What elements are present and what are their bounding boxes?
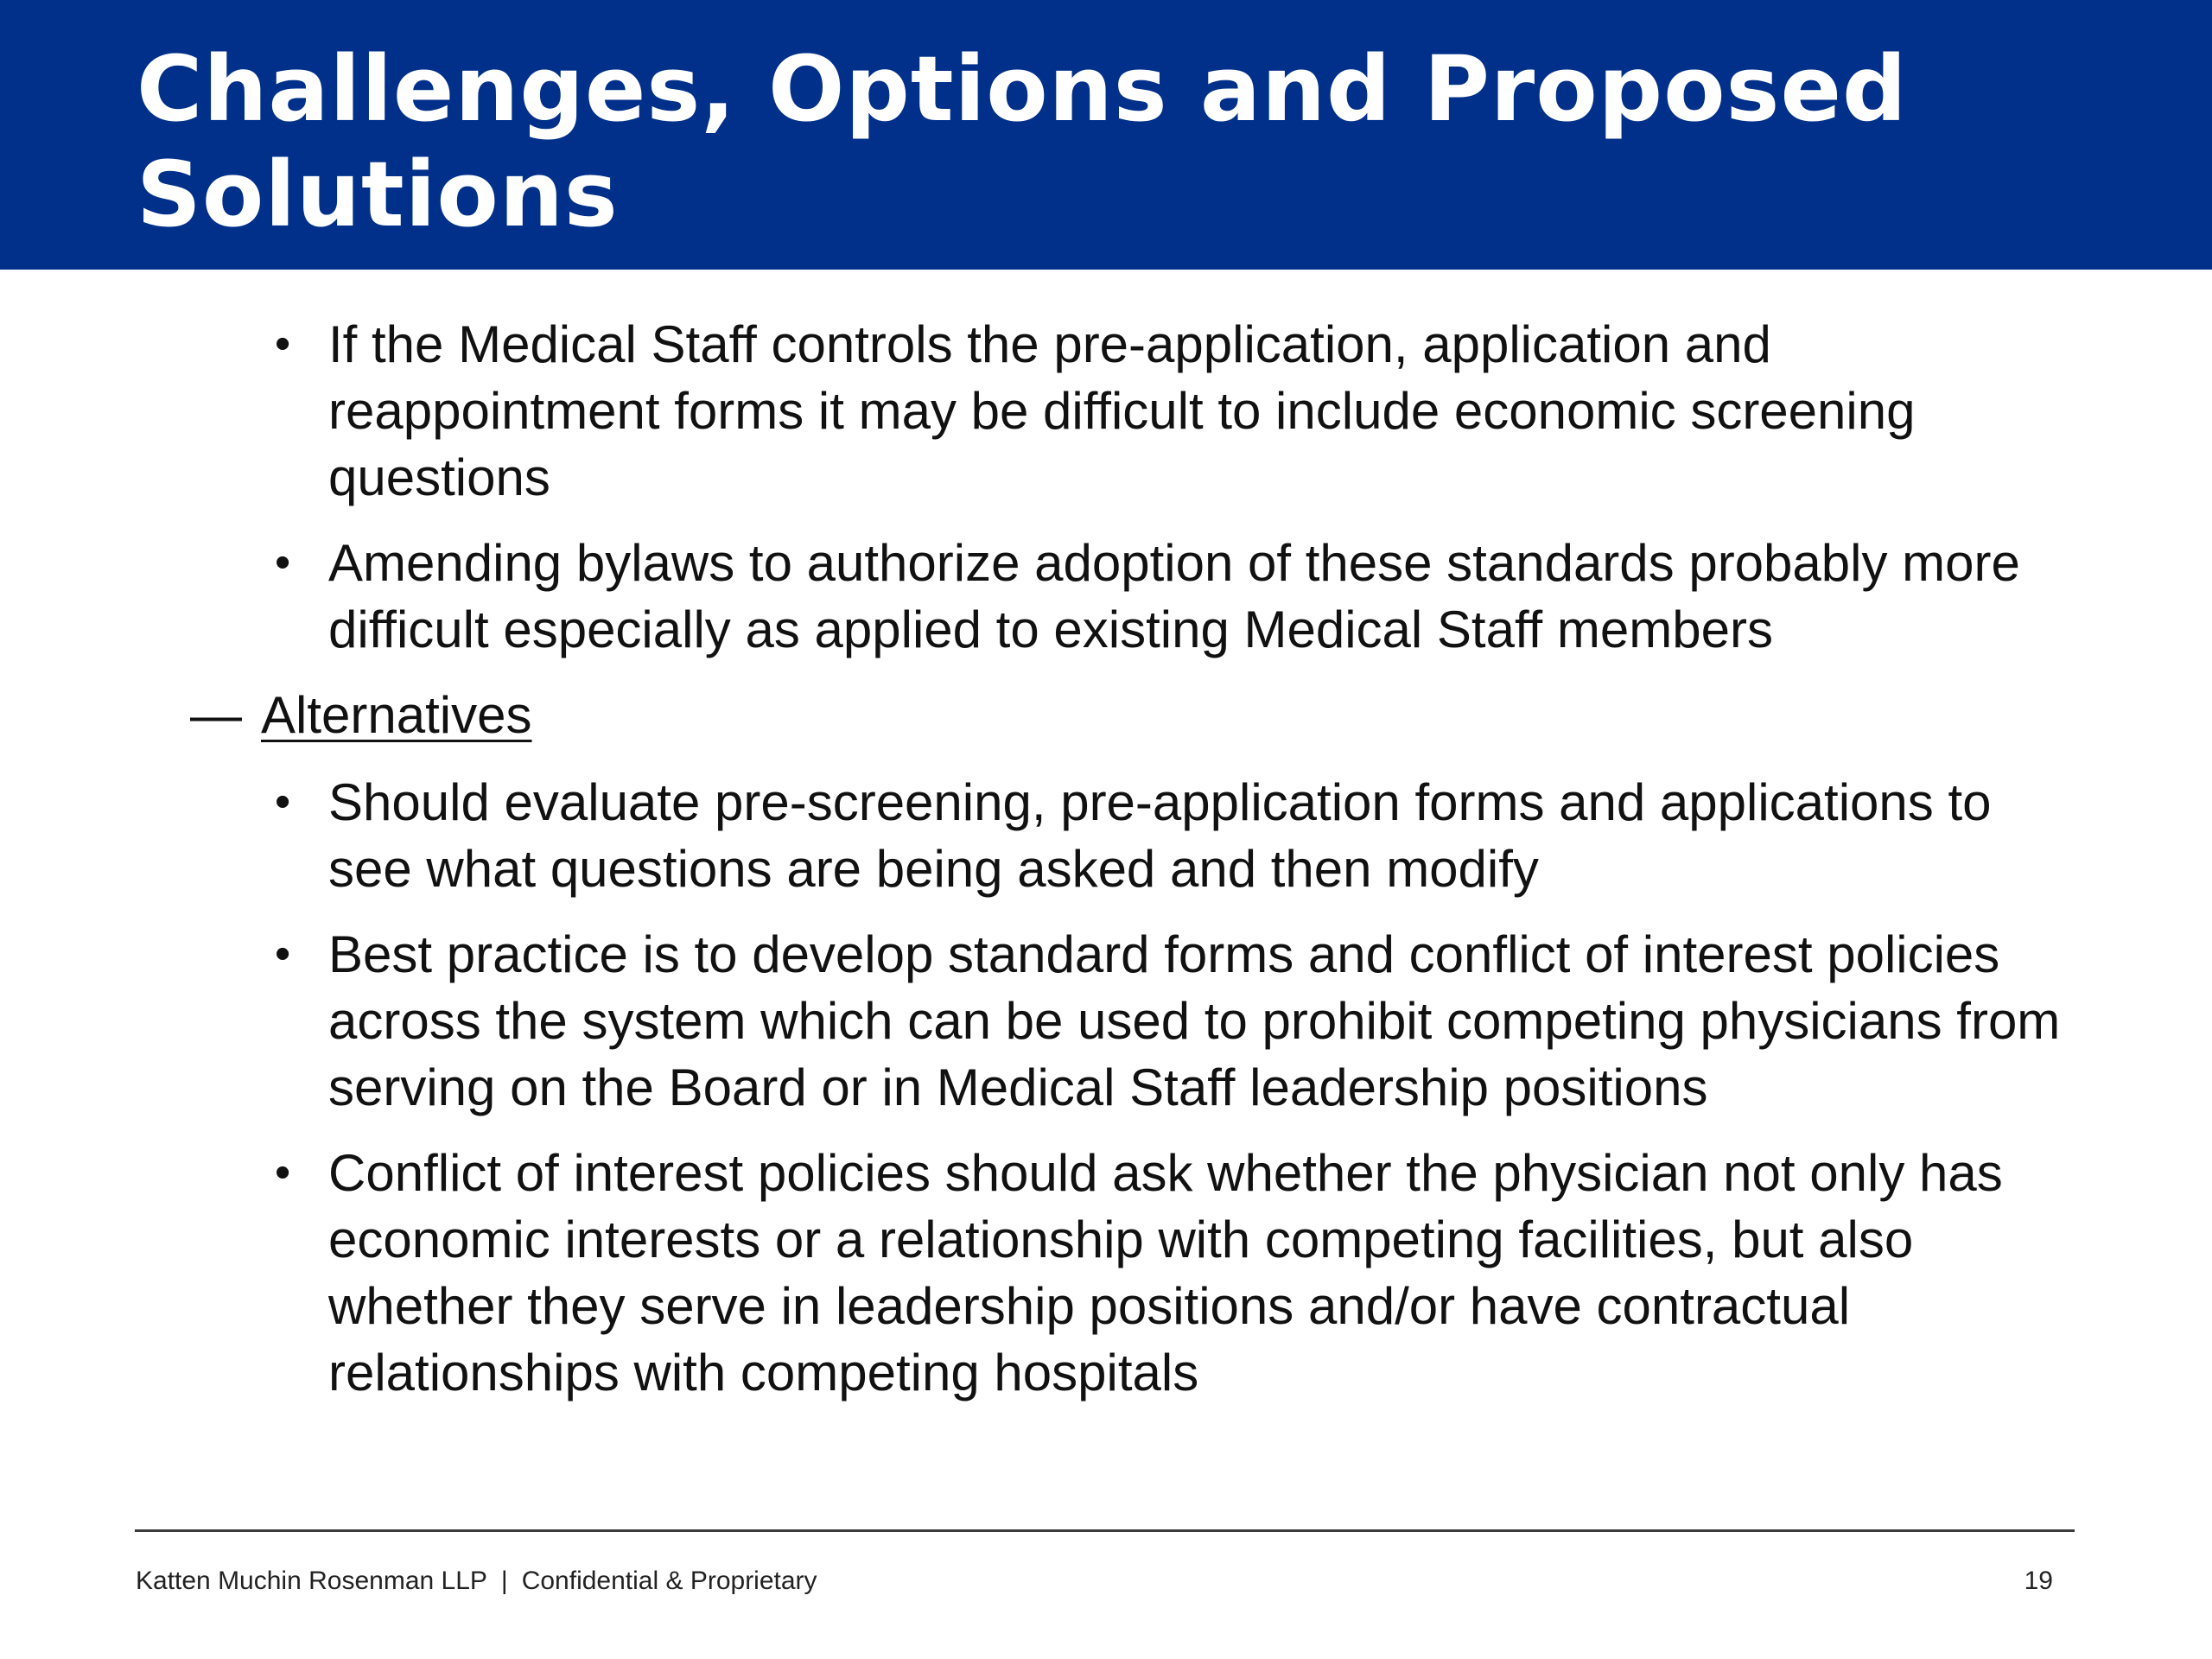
subheading-alternatives: [190, 682, 2075, 748]
footer-text: [136, 1566, 817, 1597]
bullet-text: Conflict of interest policies should ask whether the physician not only has economic interests or a relationship with competing facilities, but also whether they serve in leadership positions and/or have contractual relationships with competing hospitals: [328, 1144, 2003, 1402]
footer-separator: |: [500, 1567, 508, 1595]
bullet-text: If the Medical Staff controls the pre-application, application and reappointment forms it may be difficult to include economic screening questions: [328, 315, 1916, 506]
bullet-icon: •: [275, 929, 291, 979]
bullet-icon: •: [275, 319, 291, 369]
subheading-label: Alternatives: [261, 686, 532, 744]
page-number: 19: [2024, 1567, 2053, 1595]
footer-divider: [135, 1529, 2075, 1532]
bullet-icon: •: [275, 537, 291, 588]
confidentiality-note: Confidential & Proprietary: [521, 1567, 817, 1595]
bullet-icon: •: [275, 1147, 291, 1198]
slide-title: Challenges, Options and Proposed Solutions: [137, 36, 1908, 247]
bullet-icon: •: [275, 777, 291, 827]
firm-name: Katten Muchin Rosenman LLP: [136, 1567, 487, 1595]
bullet-item: [275, 769, 2074, 902]
title-band: [0, 0, 2212, 270]
slide-body: [0, 311, 2212, 1425]
dash-icon: —: [190, 686, 242, 744]
bullet-item: [275, 311, 2074, 511]
bullet-text: Amending bylaws to authorize adoption of these standards probably more difficult especially as applied to existing Medical Staff members: [328, 534, 2020, 658]
bullet-item: [275, 530, 2074, 663]
bullet-item: [275, 1140, 2074, 1406]
bullet-text: Should evaluate pre-screening, pre-application forms and applications to see what questions are being asked and then modify: [328, 773, 1992, 898]
bullet-item: [275, 921, 2074, 1121]
bullet-text: Best practice is to develop standard forms and conflict of interest policies across the system which can be used to prohibit competing physicians from serving on the Board or in Medical Staff leadership positions: [328, 925, 2061, 1116]
